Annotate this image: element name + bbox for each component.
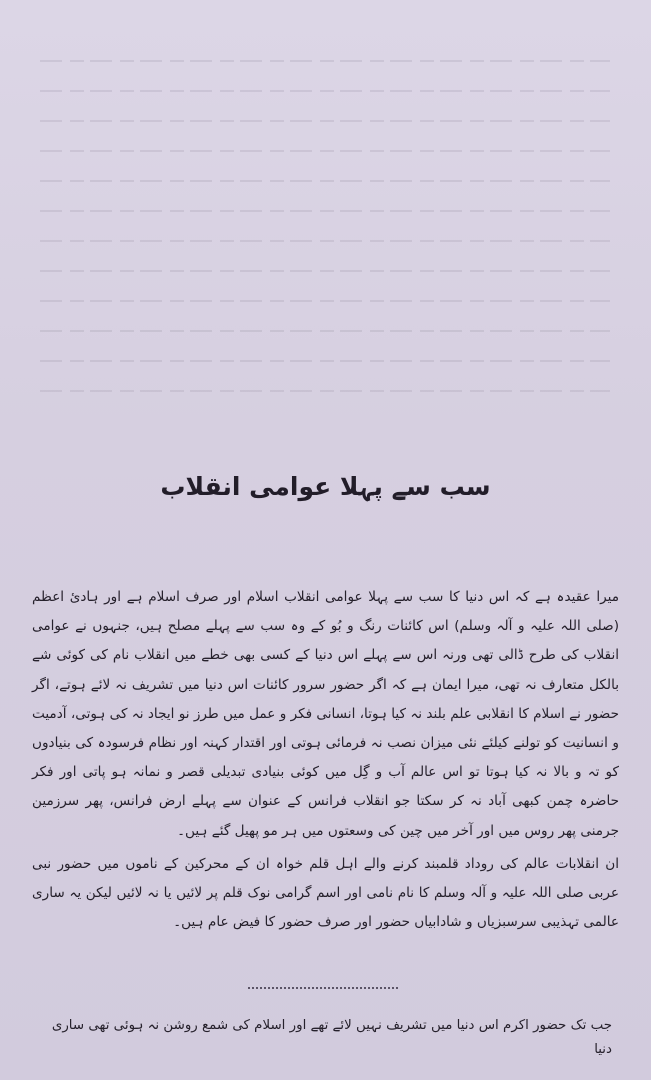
bleed-line xyxy=(40,360,610,362)
show-through-text xyxy=(40,60,610,460)
bleed-line xyxy=(40,180,610,182)
bleed-line xyxy=(40,300,610,302)
paragraph: ان انقلابات عالم کی روداد قلمبند کرنے والے اہل قلم خواہ ان کے محرکین کے ناموں میں حضور نبی عربی صلی اللہ علیہ و آلہ وسلم کا نام نامی اور اسم گرامی نوک قلم پر لائیں یا نہ لائیں لیکن یہ ساری عالمی تہذیبی سرسبزیاں و شادابیاں حضور اور صرف حضور کا فیض عام ہیں۔ xyxy=(32,855,619,931)
bleed-line xyxy=(40,270,610,272)
bleed-line xyxy=(40,150,610,152)
bleed-line xyxy=(40,60,610,62)
paragraph: میرا عقیدہ ہے کہ اس دنیا کا سب سے پہلا عوامی انقلاب اسلام اور صرف اسلام ہے اور ہادیٔ اعظم (صلی اللہ علیہ و آلہ وسلم) اس کائنات رنگ و بُو کے وہ سب سے پہلے مصلح ہیں، جنہوں نے عوامی انقلاب کی طرح ڈالی تھی ورنہ اس سے پہلے اس دنیا کے کسی بھی خطے میں انقلاب نام کی کوئی شے بالکل متعارف نہ تھی، میرا ایمان ہے کہ اگر حضور سرور کائنات اس دنیا میں تشریف نہ لائے ہوتے، اگر حضور نے اسلام کا انقلابی علم بلند نہ کیا ہوتا، انسانی فکر و عمل میں طرز نو ایجاد نہ کی ہوتی، آدمیت و انسانیت کو تولنے کیلئے نئی میزان نصب نہ فرمائی ہوتی اور اقتدار کہنہ اور نظام فرسودہ کی بنیادوں کو تہ و بالا نہ کیا ہوتا تو اس عالم آب و گِل میں کوئی بنیادی تبدیلی قصر و نمانہ ہو پاتی اور فکر حاضرہ چمن کبھی آباد نہ کر سکتا جو انقلاب فرانس کے عنوان سے پہلے ارض فرانس، پھر سرزمین جرمنی پھر روس میں اور آخر میں چین کی وسعتوں میں ہر مو پھیل گئے ہیں۔ xyxy=(31,589,619,839)
bleed-line xyxy=(40,90,610,92)
bleed-line xyxy=(40,120,610,122)
footnote-divider xyxy=(248,987,398,989)
bleed-line xyxy=(40,330,610,332)
body-text xyxy=(32,583,619,937)
footnote: جب تک حضور اکرم اس دنیا میں تشریف نہیں لائے تھے اور اسلام کی شمع روشن نہ ہوئی تھی ساری دنیا xyxy=(51,1018,612,1058)
bleed-line xyxy=(40,240,610,242)
bleed-line xyxy=(40,210,610,212)
bleed-line xyxy=(40,390,610,392)
chapter-title: سب سے پہلا عوامی انقلاب xyxy=(160,471,491,501)
